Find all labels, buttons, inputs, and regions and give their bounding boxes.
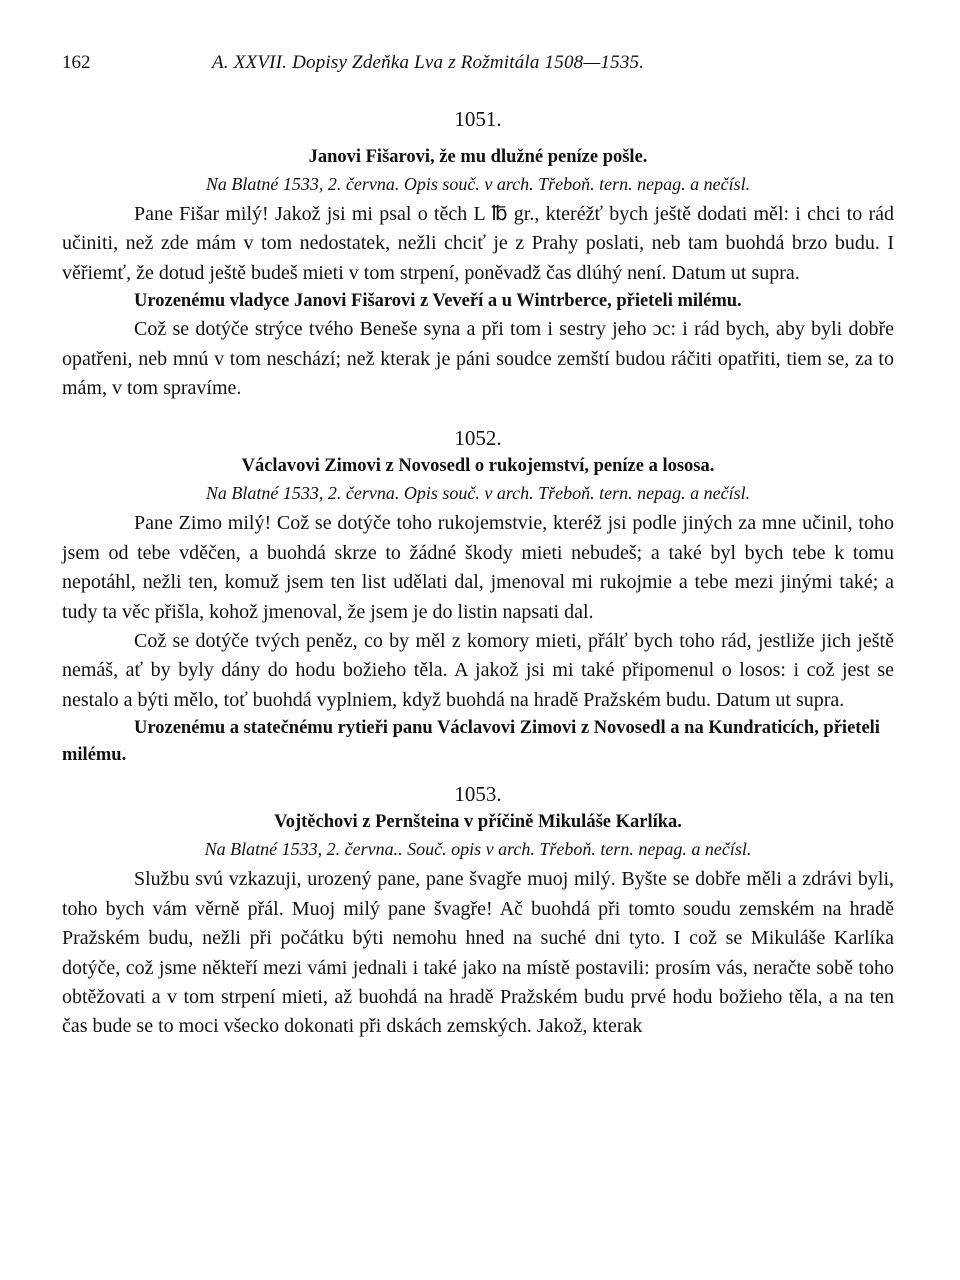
document-number: 1053. bbox=[454, 782, 502, 807]
document-source: Na Blatné 1533, 2. června.. Souč. opis v arch. Třeboň. tern. nepag. a nečísl. bbox=[204, 839, 752, 860]
letter-paragraph: Službu svú vzkazuji, urozený pane, pane švagře muoj milý. Byšte se dobře měli a zdrávi byli, toho bych vám věrně přál. Muoj milý pane švagře! Ač buohdá při tomto soudu zemském na hradě Pražském budu, nežli při počátku býti nemohu hned na suché dni tyto. I což se Mikuláše Karlíka dotýče, což jsme někteří mezi vámi jednali i také jako na místě postavili: prosím vás, neračte sobě toho obtěžovati a v tom strpení mieti, až buohdá na hradě Pražském budu prvé hodu božieho těla, a na ten čas bude se to moci všecko dokonati při dskách zemských. Jakož, kterak bbox=[62, 868, 894, 1038]
document-1053 bbox=[62, 779, 894, 1041]
letter-address: Urozenému a statečnému rytieři panu Václavovi Zimovi z Novosedl a na Kundraticích, přieteli milému. bbox=[62, 718, 880, 766]
document-subject: Janovi Fišarovi, že mu dlužné peníze pošle. bbox=[308, 147, 648, 167]
letter-postscript: Což se dotýče strýce tvého Beneše syna a při tom i sestry jeho ɔc: i rád bych, aby byli dobře opatřeni, neb mnú v tom neschází; než kterak je páni soudce zemští budou ráčiti opatřiti, tiem se, za to mám, v tom spravíme. bbox=[62, 318, 894, 400]
letter-address: Urozenému vladyce Janovi Fišarovi z Veveří a u Wintrberce, přieteli milému. bbox=[134, 291, 742, 312]
document-subject: Vojtěchovi z Pernšteina v příčině Mikuláše Karlíka. bbox=[274, 812, 682, 833]
document-number: 1052. bbox=[454, 426, 502, 451]
running-head bbox=[62, 52, 894, 88]
letter-paragraph: Což se dotýče tvých peněz, co by měl z komory mieti, přálť bych toho rád, jestliže jich ještě nemáš, ať by byly dány do hodu božieho těla. A jakož jsi mi také připomenul o losos: i což jest se nestalo a býti mělo, toť buohdá vyplniem, když buohdá na hradě Pražském budu. Datum ut supra. bbox=[62, 630, 894, 711]
running-title: A. XXVII. Dopisy Zdeňka Lva z Rožmitála 1508—1535. bbox=[212, 52, 645, 73]
document-number: 1051. bbox=[454, 107, 502, 131]
document-source: Na Blatné 1533, 2. června. Opis souč. v arch. Třeboň. tern. nepag. a nečísl. bbox=[205, 483, 751, 504]
letter-paragraph: Pane Zimo milý! Což se dotýče toho rukojemstvie, kteréž jsi podle jiných za mne učinil, toho jsem od tebe vděčen, a buohdá skrze to žádné škody mieti nebudeš; a také byl bych tebe k tomu nepotáhl, nežli ten, komuž jsem ten list udělati dal, jmenoval mi rukojmie a tebe mezi jinými také; a tudy ta věc přišla, kohož jmenoval, že jsem je do listin napsati dal. bbox=[62, 512, 894, 623]
letter-paragraph: Pane Fišar milý! Jakož jsi mi psal o těch L ℔ gr., kteréžť bych ještě dodati měl: i chci to rád učiniti, než zde mám v tom nedostatek, nežli chciť je z Prahy poslati, neb tam buohdá brzo budu. I věřiemť, že dotud ještě budeš mieti v tom strpení, poněvadž čas dlúhý není. Datum ut supra. bbox=[62, 203, 894, 284]
document-source: Na Blatné 1533, 2. června. Opis souč. v arch. Třeboň. tern. nepag. a nečísl. bbox=[205, 174, 751, 194]
document-subject: Václavovi Zimovi z Novosedl o rukojemství, peníze a lososa. bbox=[241, 456, 715, 477]
document-1052 bbox=[62, 423, 894, 769]
document-1051 bbox=[62, 104, 894, 403]
page-number: 162 bbox=[62, 52, 91, 73]
